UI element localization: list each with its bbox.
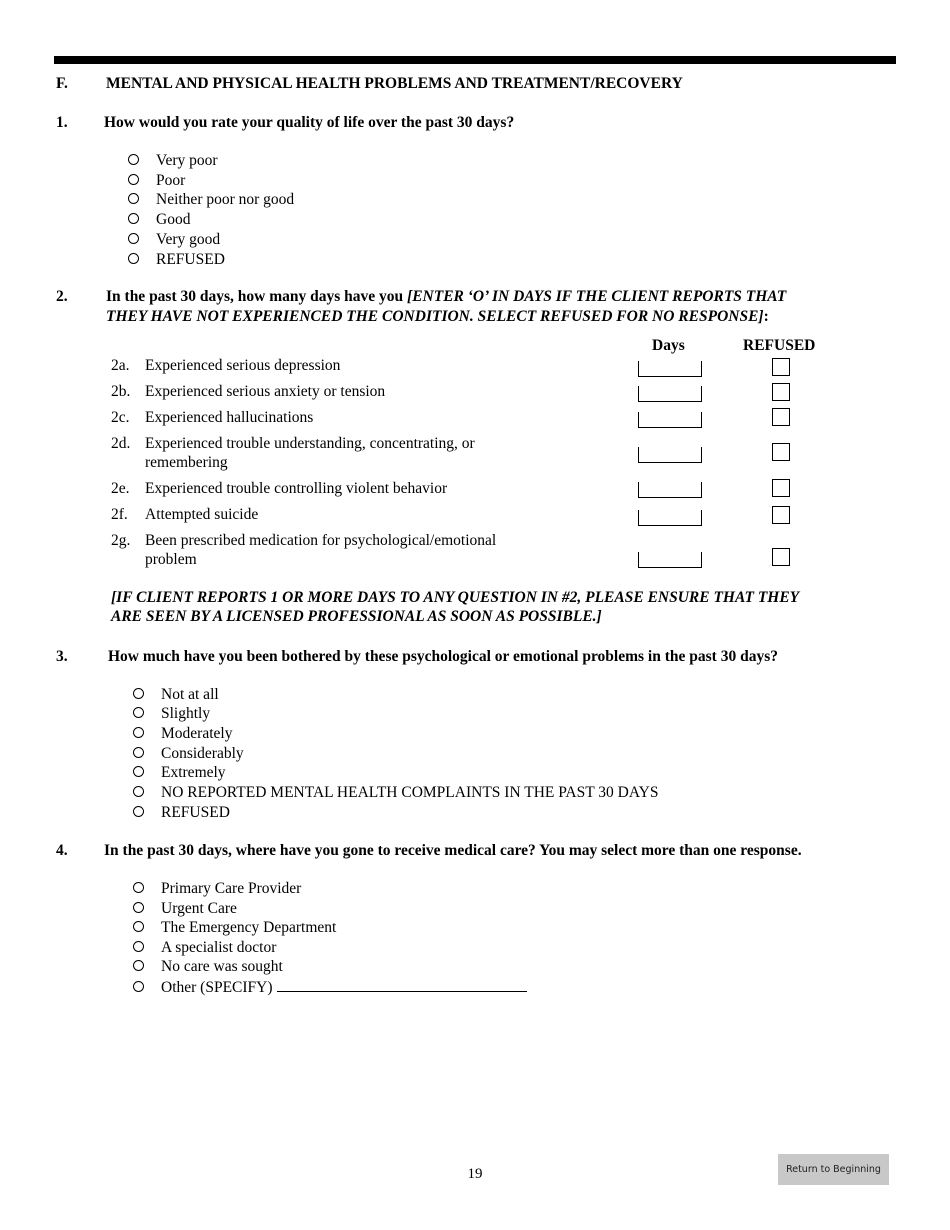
- q2-item-code: 2g.: [111, 532, 131, 549]
- q4-option-label: Other (SPECIFY): [161, 979, 273, 996]
- q2-row: [111, 356, 571, 376]
- q3-option[interactable]: [133, 763, 226, 783]
- specify-input-line[interactable]: [277, 977, 527, 992]
- q1-option[interactable]: [128, 250, 225, 270]
- q4-text: In the past 30 days, where have you gone to receive medical care? You may select more than one response.: [104, 842, 802, 859]
- q3-option-label: Moderately: [161, 725, 233, 742]
- q1-option-label: Neither poor nor good: [156, 191, 295, 208]
- refused-checkbox[interactable]: [772, 548, 790, 566]
- q2-note-line1: [IF CLIENT REPORTS 1 OR MORE DAYS TO ANY QUESTION IN #2, PLEASE ENSURE THAT THEY: [111, 589, 800, 606]
- days-entry-field[interactable]: [638, 386, 702, 402]
- q1-option[interactable]: [128, 171, 185, 191]
- q2-item-text: Been prescribed medication for psychological/emotional problem: [145, 532, 497, 568]
- col-header-days: Days: [652, 337, 685, 354]
- refused-checkbox[interactable]: [772, 408, 790, 426]
- q1-option-label: Poor: [156, 172, 186, 189]
- q1-option-label: REFUSED: [156, 251, 225, 268]
- section-letter: F.: [56, 75, 68, 92]
- days-entry-field[interactable]: [638, 412, 702, 428]
- q3-option-label: Considerably: [161, 745, 244, 762]
- q2-instruction-line1: [ENTER ‘O’ IN DAYS IF THE CLIENT REPORTS THAT: [407, 288, 787, 305]
- q2-text: [106, 288, 786, 306]
- q1-option-label: Very poor: [156, 152, 218, 169]
- q2-item-code: 2d.: [111, 435, 131, 452]
- radio-circle-icon[interactable]: [133, 688, 144, 699]
- q3-option[interactable]: [133, 783, 658, 803]
- q4-option-label: No care was sought: [161, 958, 283, 975]
- q1-option[interactable]: [128, 230, 220, 250]
- q4-option[interactable]: [133, 899, 237, 919]
- q4-option-label: Urgent Care: [161, 900, 237, 917]
- q3-option[interactable]: [133, 685, 219, 705]
- q4-option[interactable]: [133, 918, 336, 938]
- days-entry-field[interactable]: [638, 361, 702, 377]
- q2-note-line2: ARE SEEN BY A LICENSED PROFESSIONAL AS SOON AS POSSIBLE.]: [111, 608, 602, 625]
- radio-circle-icon[interactable]: [133, 902, 144, 913]
- q3-option[interactable]: [133, 724, 232, 744]
- q1-option-label: Good: [156, 211, 191, 228]
- q2-item-text: Experienced hallucinations: [145, 409, 314, 426]
- radio-circle-icon[interactable]: [133, 981, 144, 992]
- days-entry-field[interactable]: [638, 552, 702, 568]
- q4-option[interactable]: [133, 977, 527, 997]
- q2-item-code: 2b.: [111, 383, 131, 400]
- q1-text: How would you rate your quality of life over the past 30 days?: [104, 114, 515, 131]
- radio-circle-icon[interactable]: [133, 921, 144, 932]
- q3-option[interactable]: [133, 803, 230, 823]
- q2-instruction: [106, 308, 769, 326]
- top-rule: [54, 56, 896, 64]
- q2-colon: :: [763, 308, 769, 325]
- q2-item-text: Experienced trouble controlling violent behavior: [145, 480, 448, 497]
- q2-row: [111, 434, 571, 474]
- q3-number: 3.: [56, 648, 68, 665]
- radio-circle-icon[interactable]: [133, 786, 144, 797]
- q3-option-label: Slightly: [161, 705, 211, 722]
- radio-circle-icon[interactable]: [133, 941, 144, 952]
- q2-row: [111, 479, 571, 499]
- q1-option[interactable]: [128, 190, 294, 210]
- days-entry-field[interactable]: [638, 482, 702, 498]
- radio-circle-icon[interactable]: [133, 747, 144, 758]
- q2-row: [111, 382, 571, 402]
- q4-option-label: The Emergency Department: [161, 919, 337, 936]
- q4-option[interactable]: [133, 879, 301, 899]
- radio-circle-icon[interactable]: [128, 253, 139, 264]
- q1-option[interactable]: [128, 151, 218, 171]
- q3-option[interactable]: [133, 704, 210, 724]
- radio-circle-icon[interactable]: [128, 213, 139, 224]
- radio-circle-icon[interactable]: [133, 806, 144, 817]
- page-number: 19: [467, 1166, 483, 1182]
- q2-row: [111, 505, 571, 525]
- radio-circle-icon[interactable]: [133, 727, 144, 738]
- radio-circle-icon[interactable]: [128, 193, 139, 204]
- radio-circle-icon[interactable]: [128, 174, 139, 185]
- days-entry-field[interactable]: [638, 510, 702, 526]
- q1-number: 1.: [56, 114, 68, 131]
- q4-option[interactable]: [133, 938, 276, 958]
- q2-item-text: Experienced trouble understanding, concentrating, or remembering: [145, 435, 475, 471]
- radio-circle-icon[interactable]: [128, 154, 139, 165]
- q3-option[interactable]: [133, 744, 244, 764]
- q2-item-code: 2c.: [111, 409, 130, 426]
- q4-number: 4.: [56, 842, 68, 859]
- q3-text: How much have you been bothered by these psychological or emotional problems in the past 30 days?: [108, 648, 778, 665]
- radio-circle-icon[interactable]: [133, 882, 144, 893]
- q4-option-label: Primary Care Provider: [161, 880, 302, 897]
- col-header-refused: REFUSED: [743, 337, 816, 354]
- q3-option-label: REFUSED: [161, 804, 230, 821]
- q2-item-code: 2f.: [111, 506, 128, 523]
- q1-option[interactable]: [128, 210, 190, 230]
- radio-circle-icon[interactable]: [133, 960, 144, 971]
- q4-option-label: A specialist doctor: [161, 939, 277, 956]
- q1-option-label: Very good: [156, 231, 221, 248]
- q4-option[interactable]: [133, 957, 283, 977]
- q2-item-code: 2e.: [111, 480, 130, 497]
- q2-item-text: Experienced serious depression: [145, 357, 341, 374]
- refused-checkbox[interactable]: [772, 479, 790, 497]
- radio-circle-icon[interactable]: [128, 233, 139, 244]
- refused-checkbox[interactable]: [772, 443, 790, 461]
- q2-item-text: Attempted suicide: [145, 506, 259, 523]
- q3-option-label: Not at all: [161, 686, 219, 703]
- q2-item-code: 2a.: [111, 357, 130, 374]
- q3-option-label: NO REPORTED MENTAL HEALTH COMPLAINTS IN THE PAST 30 DAYS: [161, 784, 659, 801]
- q2-item-text: Experienced serious anxiety or tension: [145, 383, 386, 400]
- return-to-beginning-button[interactable]: Return to Beginning: [778, 1154, 889, 1185]
- q3-option-label: Extremely: [161, 764, 226, 781]
- q2-row: [111, 531, 571, 571]
- q2-instruction-line2: THEY HAVE NOT EXPERIENCED THE CONDITION. SELECT REFUSED FOR NO RESPONSE]: [106, 308, 764, 325]
- section-title: MENTAL AND PHYSICAL HEALTH PROBLEMS AND TREATMENT/RECOVERY: [106, 75, 683, 92]
- refused-checkbox[interactable]: [772, 506, 790, 524]
- q2-text-bold: In the past 30 days, how many days have you: [106, 288, 408, 305]
- radio-circle-icon[interactable]: [133, 707, 144, 718]
- q2-row: [111, 408, 571, 428]
- refused-checkbox[interactable]: [772, 383, 790, 401]
- radio-circle-icon[interactable]: [133, 766, 144, 777]
- days-entry-field[interactable]: [638, 447, 702, 463]
- refused-checkbox[interactable]: [772, 358, 790, 376]
- q2-number: 2.: [56, 288, 68, 305]
